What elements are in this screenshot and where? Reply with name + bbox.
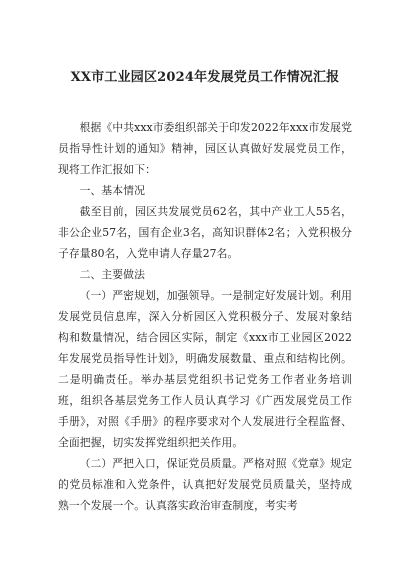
intro-paragraph: 根据《中共xxx市委组织部关于印发2022年xxx市发展党员指导性计划的通知》精神，园区认真做好发展党员工作，现将工作汇报如下： xyxy=(58,121,352,176)
practice-paragraph-2: （二）严把入口，保证党员质量。严格对照《党章》规定的党员标准和入党条件，认真把好发展党员质量关，坚持成熟一个发展一个。认真落实政治审查制度，考实考 xyxy=(58,457,353,512)
section-heading-basic-info: 一、基本情况 xyxy=(79,184,145,197)
basic-info-paragraph: 截至目前，园区共发展党员62名，其中产业工人55名，非公企业57名，国有企业3名，高知识群体2名；入党积极分子存量80名，入党申请人存量27名。 xyxy=(58,205,352,260)
practice-paragraph-1: （一）严密规划，加强领导。一是制定好发展计划。利用发展党员信息库，深入分析园区入党积极分子、发展对象结构和数量情况，结合园区实际，制定《xxx市工业园区2022年发展党员指导性计划》，明确发展数量、重点和结构比例。二是明确责任。举办基层党组织书记党务工作者业务培训班，组织各基层党务工作人员认真学习《广西发展党员工作手册》，对照《手册》的程序要求对个人发展进行全程监督、全面把握，切实发挥党组织把关作用。 xyxy=(58,289,353,449)
document-body xyxy=(58,117,352,516)
document-title: XX市工业园区2024年发展党员工作情况汇报 xyxy=(70,70,340,85)
section-heading-main-practices: 二、主要做法 xyxy=(79,268,145,281)
